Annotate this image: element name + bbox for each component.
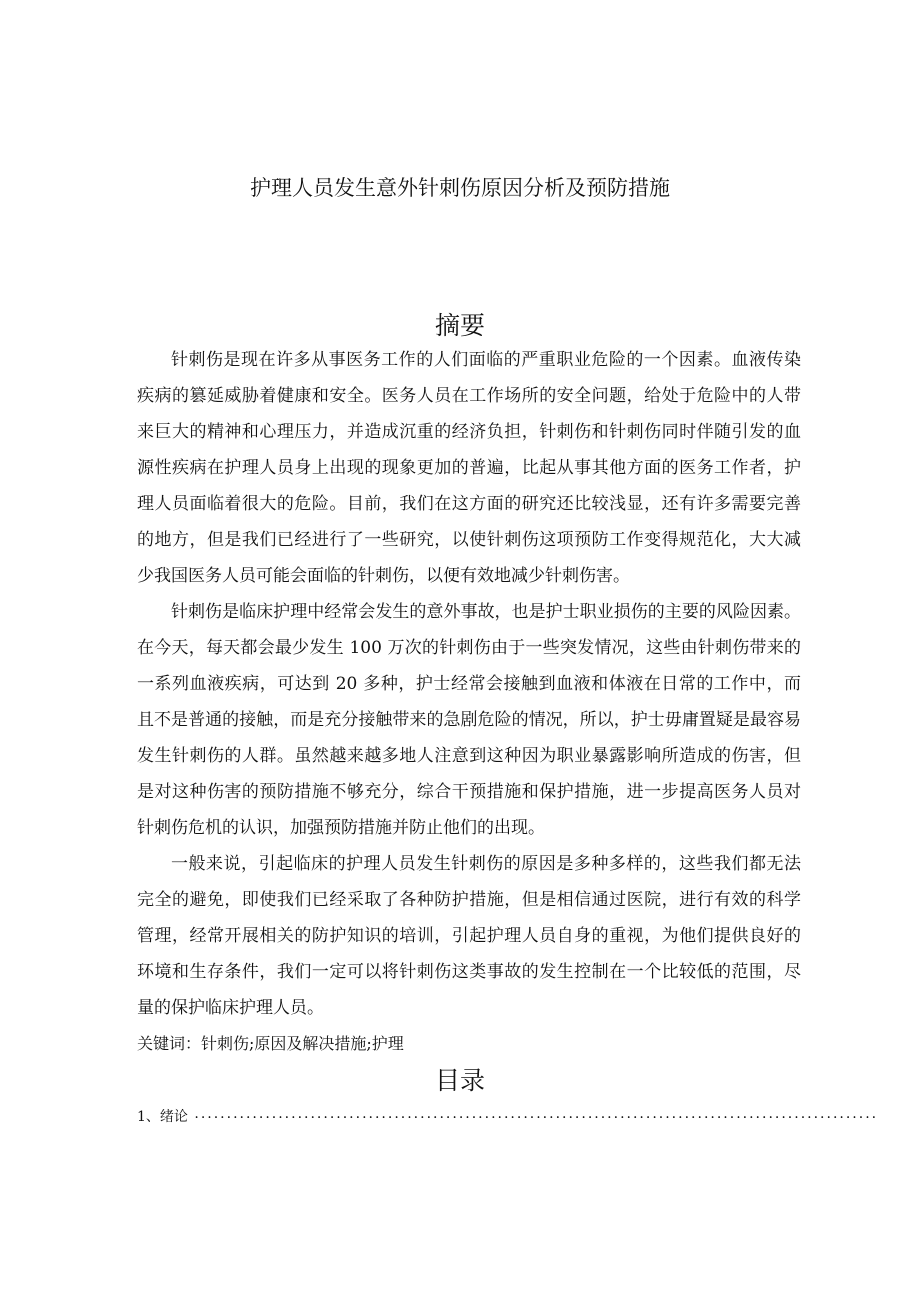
keywords: 关键词：针刺伤;原因及解决措施;护理 <box>137 1034 404 1053</box>
text-line: 的地方，但是我们已经进行了一些研究，以使针刺伤这项预防工作变得规范化，大大减 <box>137 530 801 550</box>
text-line: 疾病的篡延威胁着健康和安全。医务人员在工作场所的安全问题，给处于危险中的人带 <box>137 386 801 406</box>
text-line: 发生针刺伤的人群。虽然越来越多地人注意到这种因为职业暴露影响所造成的伤害，但 <box>137 746 801 766</box>
text-line: 一系列血液疾病，可达到 20 多种，护士经常会接触到血液和体液在日常的工作中，而 <box>137 674 801 694</box>
toc-entry[interactable] <box>137 1106 879 1126</box>
toc-heading: 目录 <box>434 1066 485 1095</box>
abstract-heading: 摘要 <box>434 311 485 340</box>
text-line: 一般来说，引起临床的护理人员发生针刺伤的原因是多种多样的，这些我们都无法 <box>171 854 801 874</box>
text-line: 环境和生存条件，我们一定可以将针刺伤这类事故的发生控制在一个比较低的范围，尽 <box>137 962 801 982</box>
abstract-paragraph <box>137 345 801 597</box>
abstract-body <box>137 345 801 1059</box>
text-line: 管理，经常开展相关的防护知识的培训，引起护理人员自身的重视，为他们提供良好的 <box>137 926 801 946</box>
text-line: 在今天，每天都会最少发生 100 万次的针刺伤由于一些突发情况，这些由针刺伤带来的 <box>137 638 801 658</box>
abstract-paragraph <box>137 597 801 849</box>
text-line: 是对这种伤害的预防措施不够充分，综合干预措施和保护措施，进一步提高医务人员对 <box>137 782 801 802</box>
toc-entry-label: 1、绪论 <box>137 1109 188 1125</box>
text-line: 来巨大的精神和心理压力，并造成沉重的经济负担，针刺伤和针刺伤同时伴随引发的血 <box>137 422 801 442</box>
text-line: 量的保护临床护理人员。 <box>137 998 324 1018</box>
text-line: 理人员面临着很大的危险。目前，我们在这方面的研究还比较浅显，还有许多需要完善 <box>137 494 801 514</box>
text-line: 少我国医务人员可能会面临的针刺伤，以便有效地减少针刺伤害。 <box>137 566 630 586</box>
text-line: 完全的避免，即使我们已经采取了各种防护措施，但是相信通过医院，进行有效的科学 <box>137 890 801 910</box>
text-line: 且不是普通的接触，而是充分接触带来的急剧危险的情况，所以，护士毋庸置疑是最容易 <box>137 710 801 730</box>
text-line: 针刺伤是现在许多从事医务工作的人们面临的严重职业危险的一个因素。血液传染 <box>171 350 801 370</box>
text-line: 源性疾病在护理人员身上出现的现象更加的普遍，比起从事其他方面的医务工作者，护 <box>137 458 801 478</box>
document-title: 护理人员发生意外针刺伤原因分析及预防措施 <box>250 176 670 200</box>
abstract-paragraph <box>137 849 801 1029</box>
text-line: 针刺伤是临床护理中经常会发生的意外事故，也是护士职业损伤的主要的风险因素。 <box>171 602 801 622</box>
toc-leader-dots: .......................................................................................................... <box>187 1106 879 1122</box>
text-line: 针刺伤危机的认识，加强预防措施并防止他们的出现。 <box>137 818 545 838</box>
